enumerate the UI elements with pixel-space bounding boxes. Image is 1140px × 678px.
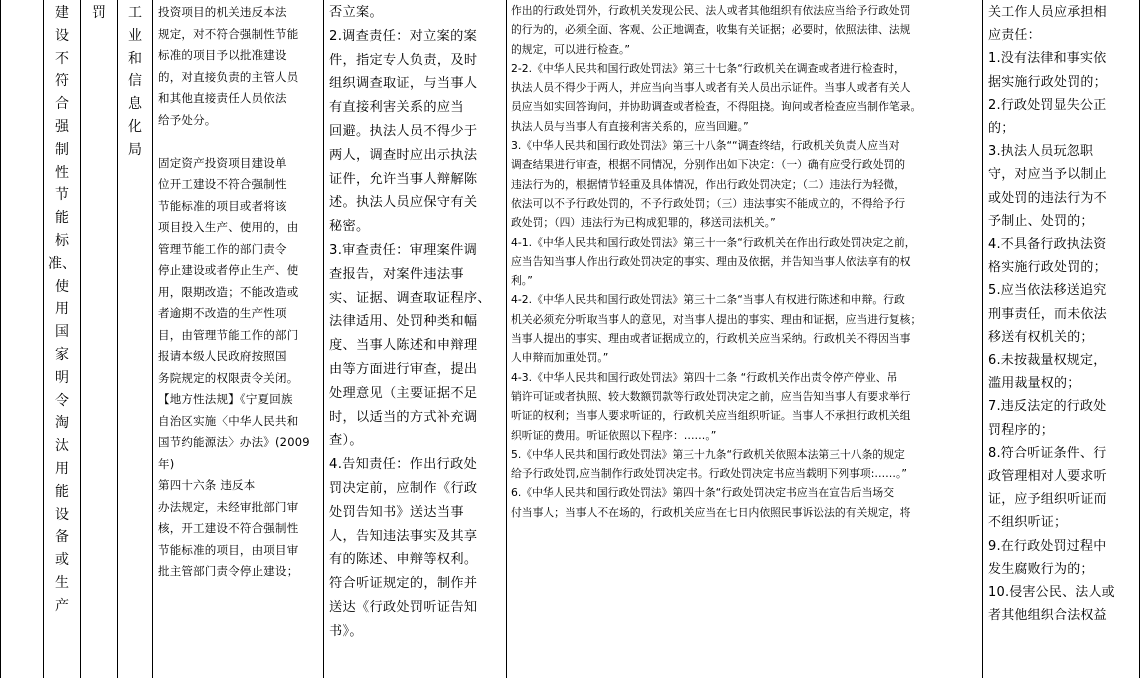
accountability-text: 关工作人员应承担相 应责任： 1.没有法律和事实依 据实施行政处罚的； 2.行政处罚显失公正 的； 3.执法人员玩忽职 守，对应当予以制止 或处罚的违法行为不 予制止、处罚的； 4.不具备行政执法资 格实施行政处罚的； 5.应当依法移送追究 刑事责任，而未依法 移送有权机关的； 6.未按裁量权规定， 滥用裁量权的； 7.违反法定的行政处 罚程序的； 8.符合听证条件、行 政管理相对人要求听 证，应予组织听证而 不组织听证； 9.在行政处罚过程中 发生腐败行为的； 10.侵害公民、法人或 者其他组织合法权益 <box>988 5 1115 624</box>
vertical-char: 生 <box>55 574 69 591</box>
vertical-char: 节 <box>55 187 69 204</box>
vertical-char: 化 <box>128 118 142 135</box>
vertical-char: 建 <box>55 5 69 21</box>
vertical-char: 明 <box>55 369 69 386</box>
vertical-char: 性 <box>55 164 69 181</box>
vertical-char: 令 <box>55 392 69 409</box>
vertical-char: 息 <box>128 96 142 113</box>
vertical-char: 制 <box>55 141 69 158</box>
department-cell <box>118 0 153 678</box>
vertical-char: 工 <box>128 5 142 21</box>
vertical-char: 不 <box>55 50 69 67</box>
basis-cell <box>153 0 324 678</box>
legal-basis-text: 作出的行政处罚外，行政机关发现公民、法人或者其他组织有依法应当给予行政处罚 的行为的，必须全面、客观、公正地调查，收集有关证据；必要时，依照法律、法规 的规定，可以进行检查。” 2-2.《中华人民共和国行政处罚法》第三十七条“行政机关在调查或者进行检查时， 执法人员不得少于两人，并应当向当事人或者有关人员出示证件。当事人或者有关人 员应当如实回答询问，并协助调查或者检查，不得阻挠。询问或者检查应当制作笔录。 执法人员与当事人有直接利害关系的，应当回避。” 3.《中华人民共和国行政处罚法》第三十八条““调查终结，行政机关负责人应当对 调查结果进行审查，根据不同情况，分别作出如下决定：（一）确有应受行政处罚的 违法行为的，根据情节轻重及具体情况，作出行政处罚决定；（二）违法行为轻微， 依法可以不予行政处罚的，不予行政处罚；（三）违法事实不能成立的，不得给予行 政处罚；（四）违法行为已构成犯罪的，移送司法机关。” 4-1.《中华人民共和国行政处罚法》第三十一条“行政机关在作出行政处罚决定之前， 应当告知当事人作出行政处罚决定的事实、理由及依据，并告知当事人依法享有的权 利。” 4-2.《中华人民共和国行政处罚法》第三十二条“当事人有权进行陈述和申辩。行政 机关必须充分听取当事人的意见，对当事人提出的事实、理由和证据，应当进行复核； 当事人提出的事实、理由或者证据成立的，行政机关应当采纳。行政机关不得因当事 人申辩而加重处罚。” 4-3.《中华人民共和国行政处罚法》第四十二条 “行政机关作出责令停产停业、吊 销许可证或者执照、较大数额罚款等行政处罚决定之前，应当告知当事人有要求举行 听证的权利；当事人要求听证的，行政机关应当组织听证。当事人不承担行政机关组 织听证的费用。听证依照以下程序：……。” 5.《中华人民共和国行政处罚法》第三十九条“行政机关依照本法第三十八条的规定 给予行政处罚,应当制作行政处罚决定书。行政处罚决定书应当载明下列事项:……。” 6.《中华人民共和国行政处罚法》第四十条“行政处罚决定书应当在宣告后当场交 付当事人；当事人不在场的，行政机关应当在七日内依照民事诉讼法的有关规定，将 <box>511 4 922 519</box>
item-name-cell <box>44 0 81 678</box>
power-type-cell <box>81 0 118 678</box>
vertical-char: 业 <box>128 27 142 44</box>
legal-basis-cell <box>507 0 983 678</box>
basis-text: 投资项目的机关违反本法 规定，对不符合强制性节能 标准的项目予以批准建设 的，对直接负责的主管人员 和其他直接责任人员依法 给予处分。 固定资产投资项目建设单 位开工建设不符合强制性 节能标准的项目或者将该 项目投入生产、使用的，由 管理节能工作的部门责令 停止建设或者停止生产、使 用，限期改造；不能改造或 者逾期不改造的生产性项 目，由管理节能工作的部门 报请本级人民政府按照国 务院规定的权限责令关闭。 【地方性法规】《宁夏回族 自治区实施〈中华人民共和 国节约能源法〉办法》(2009 年) 第四十六条 违反本 办法规定，未经审批部门审 核，开工建设不符合强制性 节能标准的项目，由项目审 批主管部门责令停止建设； <box>158 5 310 578</box>
vertical-char: 能 <box>55 210 69 227</box>
vertical-char: 合 <box>55 96 69 113</box>
vertical-char: 产 <box>55 597 69 614</box>
accountability-cell <box>983 0 1140 678</box>
vertical-char: 标 <box>55 232 69 249</box>
vertical-char: 设 <box>55 506 69 523</box>
vertical-char: 信 <box>128 73 142 90</box>
vertical-char: 家 <box>55 346 69 363</box>
blank-column <box>0 0 44 678</box>
vertical-char: 设 <box>55 27 69 44</box>
vertical-char: 能 <box>55 483 69 500</box>
vertical-char: 用 <box>55 301 69 318</box>
vertical-char: 汰 <box>55 438 69 455</box>
vertical-char: 或 <box>55 552 69 569</box>
vertical-char: 准、 <box>48 255 76 272</box>
vertical-char: 局 <box>128 141 142 158</box>
vertical-char: 和 <box>128 50 142 67</box>
duties-cell <box>324 0 507 678</box>
vertical-char: 备 <box>55 529 69 546</box>
vertical-char: 符 <box>55 73 69 90</box>
vertical-char: 罚 <box>92 5 106 21</box>
vertical-char: 淘 <box>55 415 69 432</box>
vertical-char: 用 <box>55 460 69 477</box>
vertical-char: 强 <box>55 118 69 135</box>
vertical-char: 使 <box>55 278 69 295</box>
vertical-char: 国 <box>55 324 69 341</box>
duties-text: 否立案。 2.调查责任：对立案的案 件，指定专人负责，及时 组织调查取证，与当事人 有直接利害关系的应当 回避。执法人员不得少于 两人，调查时应出示执法 证件，允许当事人辩解陈 述。执法人员应保守有关 秘密。 3.审查责任：审理案件调 查报告，对案件违法事 实、证据、调查取证程序、 法律适用、处罚种类和幅 度、当事人陈述和申辩理 由等方面进行审查，提出 处理意见（主要证据不足 时，以适当的方式补充调 查）。 4.告知责任：作出行政处 罚决定前，应制作《行政 处罚告知书》送达当事 人，告知违法事实及其享 有的陈述、申辩等权利。 符合听证规定的，制作并 送达《行政处罚听证告知 书》。 <box>329 5 491 639</box>
